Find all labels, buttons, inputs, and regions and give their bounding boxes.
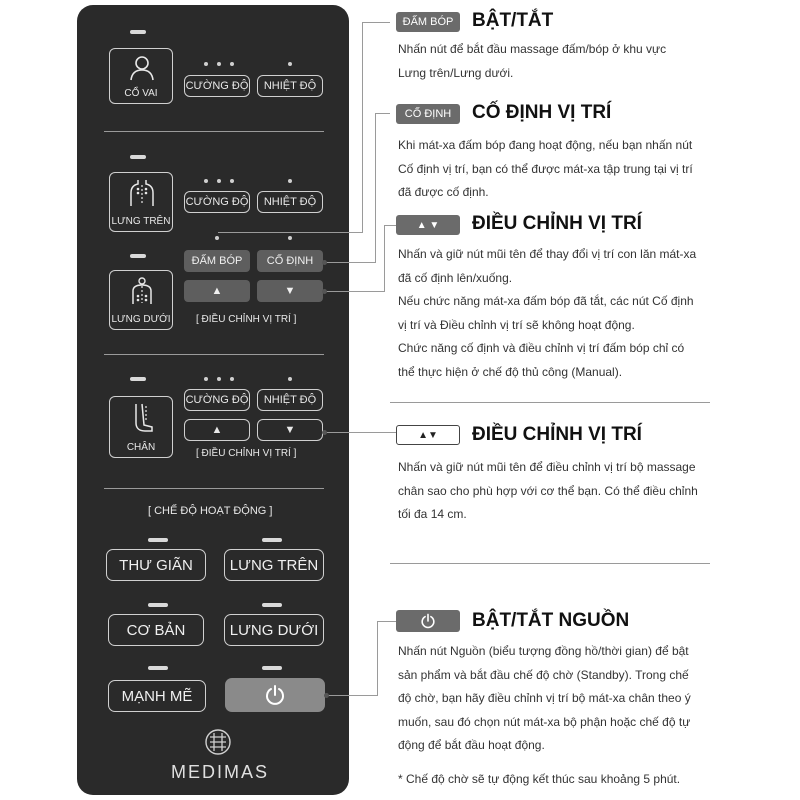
connector-line: [375, 113, 376, 263]
footnote: * Chế độ chờ sẽ tự động kết thúc sau khoảng 5 phút.: [398, 772, 681, 786]
power-badge: [396, 610, 460, 632]
mode-lower-back-button[interactable]: LƯNG DƯỚI: [224, 614, 324, 646]
knead-badge: ĐẤM BÓP: [396, 12, 460, 32]
leg-arrows-badge: ▲▼: [396, 425, 460, 445]
leg-down-button[interactable]: ▼: [257, 419, 323, 441]
brand-name: MEDIMAS: [170, 762, 269, 782]
section-title: BẬT/TẮT NGUỒN: [472, 610, 630, 631]
mode-strong-button[interactable]: MẠNH MẼ: [108, 680, 206, 712]
position-down-button[interactable]: ▼: [257, 280, 323, 302]
medimas-logo-icon: [202, 727, 234, 757]
connector-line: [377, 621, 396, 622]
connector-dot: [324, 693, 329, 698]
level-dot: [217, 377, 221, 381]
connector-line: [377, 621, 378, 696]
fix-indicator-dot: [288, 236, 292, 240]
level-dot: [204, 62, 208, 66]
power-icon: [420, 613, 436, 629]
section-title: CỐ ĐỊNH VỊ TRÍ: [472, 102, 612, 123]
level-dot: [230, 377, 234, 381]
neck-shoulder-icon: [129, 55, 155, 81]
fix-badge: CỐ ĐỊNH: [396, 104, 460, 124]
intensity-button[interactable]: CƯỜNG ĐỘ: [184, 75, 250, 97]
section-description: Nhấn nút Nguồn (biểu tượng đồng hồ/thời gian) để bật sản phẩm và bắt đầu chế độ chờ (Standby). Trong chế độ chờ, bạn hãy điều chỉnh vị trí bộ mát-xa chân theo ý muốn, sau đó chọn nút mát-xa bộ phận hoặc chế độ tự động để bắt đầu hoạt động.: [398, 644, 691, 752]
level-dot: [288, 62, 292, 66]
level-dot: [217, 62, 221, 66]
divider: [104, 488, 324, 489]
connector-line: [375, 113, 390, 114]
heat-button[interactable]: NHIỆT ĐỘ: [257, 191, 323, 213]
zone-led: [130, 155, 146, 159]
connector-line: [362, 22, 390, 23]
level-dot: [204, 377, 208, 381]
zone-label: LƯNG DƯỚI: [111, 314, 171, 325]
connector-line: [384, 225, 396, 226]
heat-button[interactable]: NHIỆT ĐỘ: [257, 75, 323, 97]
intensity-button[interactable]: CƯỜNG ĐỘ: [184, 389, 250, 411]
mode-led: [148, 666, 168, 670]
mode-led: [262, 603, 282, 607]
zone-led: [130, 30, 146, 34]
mode-led: [148, 538, 168, 542]
connector-dot: [322, 260, 327, 265]
section-title: ĐIỀU CHỈNH VỊ TRÍ: [472, 213, 642, 234]
connector-line: [362, 22, 363, 232]
zone-led: [130, 254, 146, 258]
connector-dot: [322, 289, 327, 294]
connector-line: [218, 232, 363, 233]
intensity-button[interactable]: CƯỜNG ĐỘ: [184, 191, 250, 213]
zone-label: LƯNG TRÊN: [111, 216, 171, 227]
zone-button-legs[interactable]: [109, 396, 173, 458]
adjust-position-caption: [ ĐIỀU CHỈNH VỊ TRÍ ]: [196, 314, 297, 325]
level-dot: [230, 179, 234, 183]
level-dot: [204, 179, 208, 183]
power-icon: [264, 684, 286, 706]
adjust-position-caption: [ ĐIỀU CHỈNH VỊ TRÍ ]: [196, 448, 297, 459]
knead-button[interactable]: ĐẤM BÓP: [184, 250, 250, 272]
leg-up-button[interactable]: ▲: [184, 419, 250, 441]
divider: [104, 131, 324, 132]
connector-line: [384, 225, 385, 292]
section-description: Nhấn và giữ nút mũi tên để thay đổi vị trí con lăn mát-xa đã cố định lên/xuống. Nếu chức năng mát-xa đấm bóp đã tắt, các nút Cố định vị trí và Điều chỉnh vị trí sẽ không hoạt động. Chức năng cố định và điều chỉnh vị trí đấm bóp chỉ có thể thực hiện ở chế độ thủ công (Manual).: [398, 247, 697, 379]
zone-button-upper-back[interactable]: [109, 172, 173, 232]
connector-line: [324, 291, 385, 292]
fix-position-button[interactable]: CỐ ĐỊNH: [257, 250, 323, 272]
arrows-badge: ▲ ▼: [396, 215, 460, 235]
zone-button-neck-shoulder[interactable]: [109, 48, 173, 104]
section-description: Nhấn và giữ nút mũi tên để điều chỉnh vị trí bộ massage chân sao cho phù hợp với cơ thể bạn. Có thể điều chỉnh tối đa 14 cm.: [398, 460, 698, 521]
connector-line: [324, 432, 396, 433]
zone-button-lower-back[interactable]: [109, 270, 173, 330]
level-dot: [288, 179, 292, 183]
zone-led: [130, 377, 146, 381]
section-divider: [390, 402, 710, 403]
mode-relax-button[interactable]: THƯ GIÃN: [106, 549, 206, 581]
upper-back-icon: [129, 179, 155, 207]
section-description: Nhấn nút để bắt đầu massage đấm/bóp ở khu vực Lưng trên/Lưng dưới.: [398, 42, 667, 80]
connector-line: [324, 262, 376, 263]
section-divider: [390, 563, 710, 564]
position-up-button[interactable]: ▲: [184, 280, 250, 302]
zone-label: CỔ VAI: [124, 88, 158, 99]
lower-back-icon: [129, 277, 155, 305]
mode-led: [148, 603, 168, 607]
mode-upper-back-button[interactable]: LƯNG TRÊN: [224, 549, 324, 581]
mode-caption: [ CHẾ ĐỘ HOẠT ĐỘNG ]: [148, 505, 273, 517]
leg-icon: [129, 403, 155, 433]
level-dot: [288, 377, 292, 381]
knead-indicator-dot: [215, 236, 219, 240]
section-title: ĐIỀU CHỈNH VỊ TRÍ: [472, 424, 642, 445]
zone-label: CHÂN: [126, 442, 156, 453]
section-title: BẬT/TẮT: [472, 10, 554, 31]
heat-button[interactable]: NHIỆT ĐỘ: [257, 389, 323, 411]
section-description: Khi mát-xa đấm bóp đang hoạt động, nếu bạn nhấn nút Cố định vị trí, bạn có thể được mát-xa tập trung tại vị trí đã được cố định.: [398, 138, 693, 199]
divider: [104, 354, 324, 355]
level-dot: [217, 179, 221, 183]
level-dot: [230, 62, 234, 66]
connector-dot: [322, 430, 327, 435]
power-button[interactable]: [225, 678, 325, 712]
mode-led: [262, 666, 282, 670]
connector-line: [326, 695, 378, 696]
mode-led: [262, 538, 282, 542]
mode-basic-button[interactable]: CƠ BẢN: [108, 614, 204, 646]
